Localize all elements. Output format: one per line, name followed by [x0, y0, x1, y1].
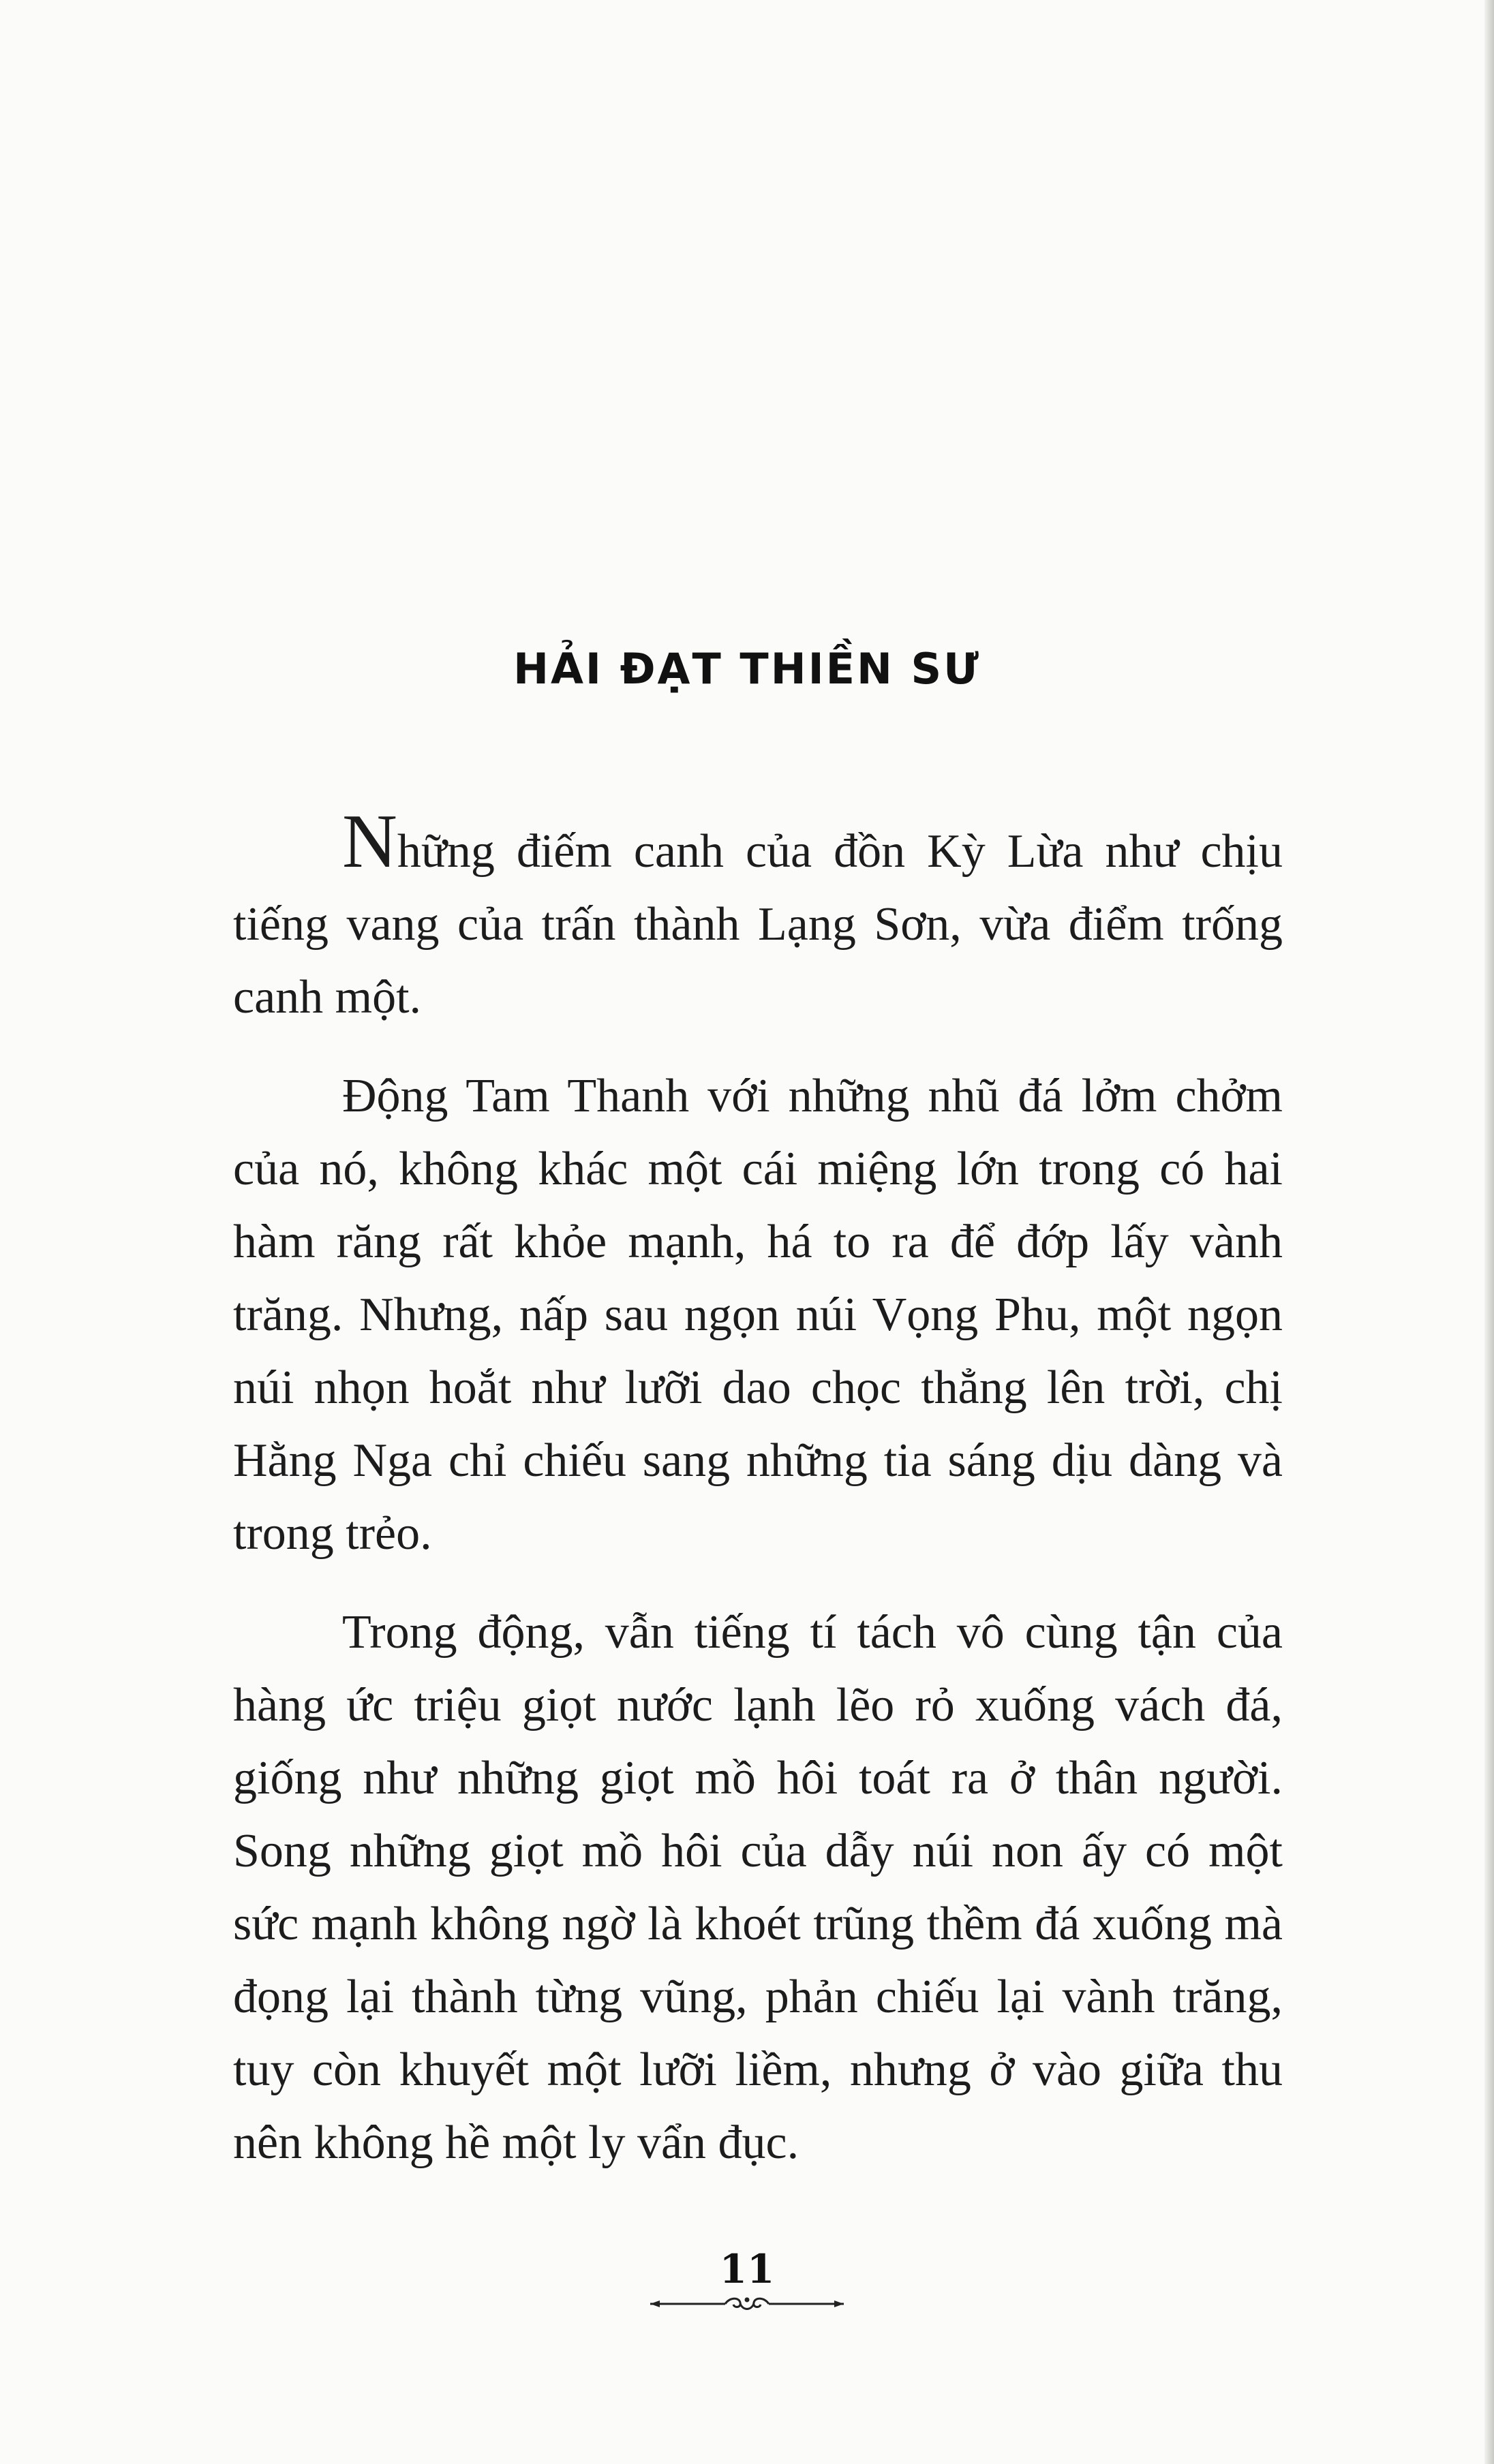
page-number: 11: [719, 2246, 775, 2292]
paragraph-1-text: hững điếm canh của đồn Kỳ Lừa như chịu tiếng vang của trấn thành Lạng Sơn, vừa điểm trống canh một.: [233, 825, 1283, 1023]
scroll-ornament-icon: [0, 2294, 1494, 2317]
page-edge-shadow: [1484, 0, 1494, 2464]
paragraph-2: Động Tam Thanh với những nhũ đá lởm chởm của nó, không khác một cái miệng lớn trong có hai hàm răng rất khỏe mạnh, há to ra để đớp lấy vành trăng. Nhưng, nấp sau ngọn núi Vọng Phu, một ngọn núi nhọn hoắt như lưỡi dao chọc thẳng lên trời, chị Hằng Nga chỉ chiếu sang những tia sáng dịu dàng và trong trẻo.: [233, 1070, 1283, 1560]
body-text: [233, 799, 1283, 2205]
paragraph-1: [233, 799, 1283, 1034]
dropcap-letter: N: [342, 799, 397, 884]
page-footer: [0, 2246, 1494, 2317]
chapter-title: HẢI ĐẠT THIỀN SƯ: [513, 644, 981, 694]
paragraph-3: Trong động, vẫn tiếng tí tách vô cùng tận của hàng ức triệu giọt nước lạnh lẽo rỏ xuống vách đá, giống như những giọt mồ hôi toát ra ở thân người. Song những giọt mồ hôi của dẫy núi non ấy có một sức mạnh không ngờ là khoét trũng thềm đá xuống mà đọng lại thành từng vũng, phản chiếu lại vành trăng, tuy còn khuyết một lưỡi liềm, nhưng ở vào giữa thu nên không hề một ly vẩn đục.: [233, 1606, 1283, 2169]
